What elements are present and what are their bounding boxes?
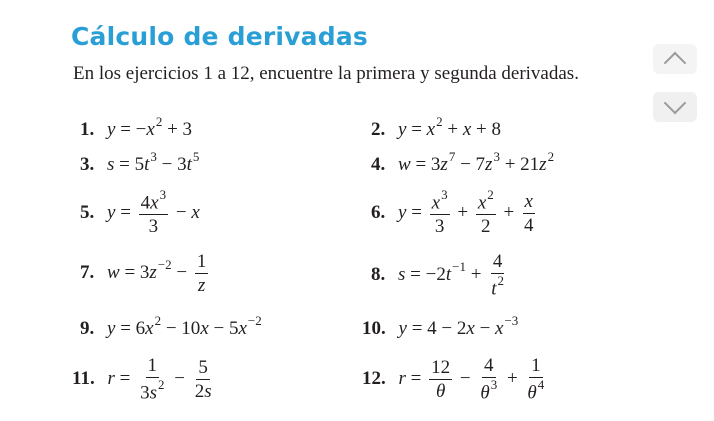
exercise-number: 3. bbox=[80, 154, 95, 176]
equation: $y = 6x^2 - 10x - 5x^{-2}$ bbox=[107, 313, 262, 340]
equation: $w = 3z^7 - 7z^3 + 21z^2$ bbox=[398, 149, 555, 176]
equation: r = $\frac{12}{\theta}$ − $\frac{4}{\theta^3}$ + $\frac{1}{\theta^4}$ bbox=[398, 355, 545, 404]
exercise-number: 9. bbox=[80, 318, 95, 340]
equation: $w = 3z^{-2}$ − $\frac{1}{z}$ bbox=[107, 251, 207, 296]
exercise-12 bbox=[362, 356, 549, 403]
equation: $y = -x^2 + 3$ bbox=[107, 114, 193, 141]
equation: y = $\frac{x^3}{3}$ + $\frac{x^2}{2}$ + $\frac{x}{4}$ bbox=[398, 187, 534, 238]
equation: r = $\frac{1}{3s^2}$ − $\frac{5}{2s}$ bbox=[107, 355, 212, 404]
exercise-2 bbox=[371, 114, 501, 141]
exercise-7 bbox=[80, 252, 211, 296]
fraction: $\frac{x^2}{2}$ bbox=[477, 187, 494, 238]
fraction: $\frac{x}{4}$ bbox=[523, 190, 534, 236]
exercise-5 bbox=[80, 187, 200, 238]
exercise-11 bbox=[72, 356, 217, 403]
instructions-text: En los ejercicios 1 a 12, encuentre la primera y segunda derivadas. bbox=[73, 63, 579, 84]
fraction: $\frac{4}{t^2}$ bbox=[491, 251, 504, 300]
exercise-number: 8. bbox=[371, 263, 386, 285]
exercise-number: 2. bbox=[371, 119, 386, 141]
fraction: $\frac{1}{\theta^4}$ bbox=[527, 355, 545, 404]
fraction: $\frac{1}{3s^2}$ bbox=[140, 355, 165, 404]
exercise-10 bbox=[362, 313, 519, 340]
fraction: $\frac{5}{2s}$ bbox=[194, 356, 212, 402]
fraction: $\frac{12}{\theta}$ bbox=[431, 356, 451, 402]
chevron-down-icon bbox=[664, 92, 687, 115]
exercise-6 bbox=[371, 187, 538, 238]
equation: $y = 4 - 2x - x^{-3}$ bbox=[398, 313, 519, 340]
exercise-number: 1. bbox=[80, 119, 95, 141]
exercise-number: 10. bbox=[362, 318, 386, 340]
exercise-9 bbox=[80, 313, 262, 340]
page-title: Cálculo de derivadas bbox=[71, 22, 368, 51]
exercise-1 bbox=[80, 114, 193, 141]
exercise-number: 7. bbox=[80, 262, 95, 284]
exercise-number: 6. bbox=[371, 201, 386, 223]
equation: y = $\frac{4x^3}{3}$ − x bbox=[107, 187, 200, 238]
scroll-down-button[interactable] bbox=[653, 92, 697, 122]
exercise-number: 11. bbox=[72, 367, 95, 389]
exercise-number: 12. bbox=[362, 367, 386, 389]
fraction: $\frac{x^3}{3}$ bbox=[431, 187, 448, 238]
chevron-up-icon bbox=[664, 52, 687, 75]
fraction: $\frac{1}{z}$ bbox=[196, 251, 207, 296]
equation: $y = x^2 + x + 8$ bbox=[398, 114, 501, 141]
equation: $s = 5t^3 - 3t^5$ bbox=[107, 149, 200, 176]
exercise-3 bbox=[80, 149, 200, 176]
exercise-4 bbox=[371, 149, 555, 176]
scroll-up-button[interactable] bbox=[653, 44, 697, 74]
exercise-number: 5. bbox=[80, 201, 95, 223]
exercise-number: 4. bbox=[371, 154, 386, 176]
fraction: $\frac{4x^3}{3}$ bbox=[140, 187, 167, 238]
fraction: $\frac{4}{\theta^3}$ bbox=[480, 355, 498, 404]
exercise-8 bbox=[371, 252, 509, 299]
equation: $s = -2t^{-1}$ + $\frac{4}{t^2}$ bbox=[398, 251, 504, 300]
